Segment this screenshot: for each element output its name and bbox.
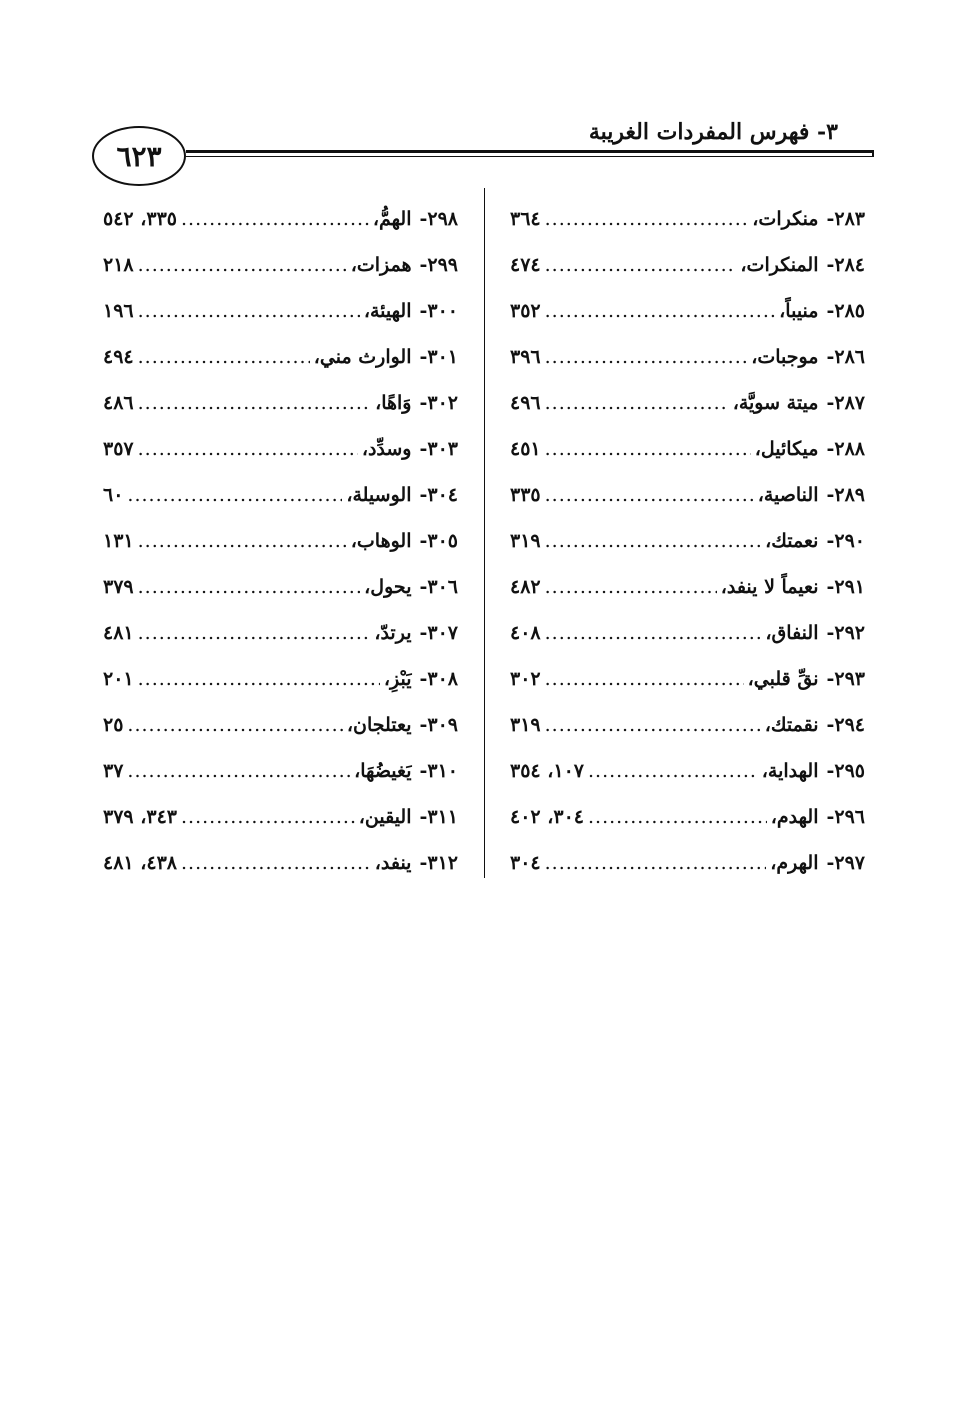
entry-leader-dots — [545, 840, 767, 886]
entry-dash: - — [419, 530, 428, 552]
entry-dash: - — [826, 530, 835, 552]
entry-pages: ٢٥ — [103, 714, 124, 736]
entry-pages: ٣٠٤، ٤٠٢ — [510, 806, 584, 828]
entry-pages: ٤٩٤ — [103, 346, 134, 368]
entry-pages: ٣١٩ — [510, 714, 541, 736]
entry-leader-dots — [545, 380, 729, 426]
entry-leader-dots — [545, 656, 744, 702]
entry-dash: - — [826, 714, 835, 736]
entry-leader-dots — [138, 656, 380, 702]
entry-leader-dots — [138, 426, 358, 472]
index-entry — [510, 702, 865, 748]
entry-leader-dots — [181, 840, 371, 886]
entry-leader-dots — [138, 610, 371, 656]
entry-pages: ٣٠٢ — [510, 668, 541, 690]
entry-number: ٢٩٦ — [834, 806, 865, 828]
entry-word: همزات، — [350, 254, 412, 276]
index-entry — [103, 472, 458, 518]
entry-number: ٢٨٩ — [834, 484, 865, 506]
entry-number: ٣٠٦ — [427, 576, 458, 598]
entry-leader-dots — [138, 380, 371, 426]
entry-word: ميكائيل، — [754, 438, 819, 460]
entry-dash: - — [826, 208, 835, 230]
index-entry — [510, 380, 865, 426]
entry-pages: ٤٨٦ — [103, 392, 134, 414]
entry-leader-dots — [127, 748, 350, 794]
entry-word: الهداية، — [761, 760, 819, 782]
entry-dash: - — [826, 438, 835, 460]
entry-number: ٢٨٧ — [834, 392, 865, 414]
index-entry — [510, 748, 865, 794]
entry-pages: ٤٠٨ — [510, 622, 541, 644]
header-rule-thin — [186, 156, 874, 157]
entry-number: ٣١٢ — [427, 852, 458, 874]
entry-word: الهرم، — [770, 852, 819, 874]
entry-number: ٢٨٥ — [834, 300, 865, 322]
entry-number: ٢٩٥ — [834, 760, 865, 782]
entry-pages: ١٩٦ — [103, 300, 134, 322]
entry-dash: - — [419, 852, 428, 874]
entry-number: ٣١١ — [427, 806, 458, 828]
entry-word: ميتة سويَّة، — [732, 392, 819, 414]
entry-word: الوهاب، — [350, 530, 412, 552]
entry-leader-dots — [545, 564, 717, 610]
index-entry — [103, 748, 458, 794]
entry-number: ٣١٠ — [427, 760, 458, 782]
entry-dash: - — [826, 484, 835, 506]
index-entry — [103, 518, 458, 564]
entry-word: الهيئة، — [363, 300, 412, 322]
entry-dash: - — [419, 392, 428, 414]
entry-leader-dots — [181, 196, 369, 242]
index-column-right — [510, 196, 865, 886]
entry-dash: - — [826, 346, 835, 368]
entry-word: الوسيلة، — [346, 484, 412, 506]
index-entry — [510, 656, 865, 702]
index-entry — [103, 840, 458, 886]
entry-dash: - — [419, 208, 428, 230]
entry-word: موجبات، — [751, 346, 819, 368]
entry-dash: - — [419, 484, 428, 506]
entry-number: ٢٩٩ — [427, 254, 458, 276]
entry-leader-dots — [545, 334, 748, 380]
entry-pages: ٣٣٥ — [510, 484, 541, 506]
entry-leader-dots — [545, 196, 749, 242]
entry-word: نعيماً لا ينفد، — [720, 576, 819, 598]
index-entry — [510, 564, 865, 610]
entry-dash: - — [419, 300, 428, 322]
index-entry — [103, 656, 458, 702]
entry-dash: - — [419, 254, 428, 276]
index-entry — [510, 334, 865, 380]
entry-word: وَاهًا، — [375, 392, 412, 414]
entry-leader-dots — [138, 288, 360, 334]
entry-number: ٣٠١ — [427, 346, 458, 368]
entry-leader-dots — [545, 288, 776, 334]
entry-word: اليقين، — [358, 806, 412, 828]
entry-leader-dots — [588, 748, 758, 794]
entry-number: ٢٩٨ — [427, 208, 458, 230]
entry-word: منكرات، — [752, 208, 819, 230]
index-entry — [103, 564, 458, 610]
entry-number: ٣٠٢ — [427, 392, 458, 414]
entry-dash: - — [826, 622, 835, 644]
entry-number: ٣٠٣ — [427, 438, 458, 460]
entry-word: يَغيضُهَا، — [354, 760, 412, 782]
page-number: ٦٢٣ — [92, 126, 186, 186]
entry-pages: ٤٥١ — [510, 438, 541, 460]
entry-dash: - — [419, 760, 428, 782]
entry-pages: ٤٨٢ — [510, 576, 541, 598]
entry-number: ٣٠٠ — [427, 300, 458, 322]
entry-word: يرتدّ، — [374, 622, 412, 644]
entry-word: الوارث مني، — [313, 346, 412, 368]
header-rule-thick — [186, 150, 874, 153]
entry-dash: - — [419, 806, 428, 828]
entry-word: الهمُّ، — [372, 208, 412, 230]
entry-dash: - — [419, 622, 428, 644]
entry-pages: ١٣١ — [103, 530, 134, 552]
index-entry — [510, 518, 865, 564]
index-entry — [510, 196, 865, 242]
entry-leader-dots — [138, 242, 347, 288]
entry-pages: ٦٠ — [103, 484, 124, 506]
entry-pages: ٣١٩ — [510, 530, 541, 552]
entry-leader-dots — [545, 472, 754, 518]
entry-dash: - — [826, 668, 835, 690]
entry-number: ٢٨٣ — [834, 208, 865, 230]
entry-pages: ٣٤٣، ٣٧٩ — [103, 806, 177, 828]
entry-pages: ٤٧٤ — [510, 254, 541, 276]
entry-leader-dots — [127, 472, 342, 518]
entry-number: ٢٩٠ — [834, 530, 865, 552]
entry-number: ٢٨٤ — [834, 254, 865, 276]
entry-leader-dots — [588, 794, 767, 840]
entry-word: يعتلجان، — [346, 714, 412, 736]
entry-pages: ٢٠١ — [103, 668, 134, 690]
entry-leader-dots — [545, 702, 761, 748]
index-entry — [103, 196, 458, 242]
index-column-left — [103, 196, 458, 886]
index-entry — [510, 610, 865, 656]
entry-leader-dots — [545, 610, 762, 656]
entry-pages: ٣٥٢ — [510, 300, 541, 322]
index-entry — [510, 288, 865, 334]
index-entry — [510, 472, 865, 518]
index-entry — [103, 702, 458, 748]
entry-number: ٢٩٤ — [834, 714, 865, 736]
entry-word: وسدِّد، — [361, 438, 412, 460]
entry-number: ٣٠٧ — [427, 622, 458, 644]
entry-pages: ١٠٧، ٣٥٤ — [510, 760, 584, 782]
index-entry — [103, 610, 458, 656]
entry-dash: - — [419, 346, 428, 368]
index-entry — [510, 242, 865, 288]
entry-pages: ٣٦٤ — [510, 208, 541, 230]
entry-leader-dots — [545, 242, 737, 288]
entry-number: ٢٩٣ — [834, 668, 865, 690]
entry-pages: ٣٧ — [103, 760, 124, 782]
index-entry — [510, 794, 865, 840]
entry-word: النفاق، — [765, 622, 819, 644]
header-rule-cap — [872, 150, 874, 157]
entry-word: نقمتك، — [764, 714, 819, 736]
entry-number: ٢٩٧ — [834, 852, 865, 874]
index-entry — [103, 380, 458, 426]
entry-word: الناصية، — [757, 484, 819, 506]
entry-pages: ٤٣٨، ٤٨١ — [103, 852, 177, 874]
entry-pages: ٣٣٥، ٥٤٢ — [103, 208, 177, 230]
index-entry — [103, 288, 458, 334]
entry-pages: ٤٨١ — [103, 622, 134, 644]
entry-word: منيباً، — [779, 300, 819, 322]
entry-number: ٢٩٢ — [834, 622, 865, 644]
entry-dash: - — [826, 852, 835, 874]
entry-leader-dots — [181, 794, 355, 840]
entry-pages: ٣٠٤ — [510, 852, 541, 874]
entry-leader-dots — [138, 518, 347, 564]
entry-dash: - — [826, 576, 835, 598]
index-entry — [103, 334, 458, 380]
entry-leader-dots — [127, 702, 342, 748]
entry-dash: - — [419, 714, 428, 736]
entry-dash: - — [826, 392, 835, 414]
entry-pages: ٤٩٦ — [510, 392, 541, 414]
entry-word: يحول، — [364, 576, 412, 598]
entry-number: ٢٨٦ — [834, 346, 865, 368]
entry-pages: ٣٧٩ — [103, 576, 134, 598]
entry-pages: ٣٥٧ — [103, 438, 134, 460]
entry-dash: - — [419, 576, 428, 598]
entry-dash: - — [826, 806, 835, 828]
index-entry — [510, 426, 865, 472]
index-entry — [103, 794, 458, 840]
entry-number: ٣٠٨ — [427, 668, 458, 690]
entry-dash: - — [419, 438, 428, 460]
entry-number: ٣٠٥ — [427, 530, 458, 552]
entry-leader-dots — [545, 426, 751, 472]
entry-pages: ٢١٨ — [103, 254, 134, 276]
entry-dash: - — [826, 254, 835, 276]
index-entry — [103, 426, 458, 472]
entry-dash: - — [826, 300, 835, 322]
entry-number: ٣٠٩ — [427, 714, 458, 736]
entry-word: يَبْزِ، — [383, 668, 412, 690]
entry-leader-dots — [545, 518, 762, 564]
entry-number: ٢٨٨ — [834, 438, 865, 460]
entry-pages: ٣٩٦ — [510, 346, 541, 368]
entry-word: المنكرات، — [740, 254, 819, 276]
entry-number: ٣٠٤ — [427, 484, 458, 506]
header-title: ٣- فهرس المفردات الغريبة — [588, 119, 838, 145]
entry-number: ٢٩١ — [834, 576, 865, 598]
entry-word: الهدم، — [770, 806, 819, 828]
entry-dash: - — [826, 760, 835, 782]
column-divider — [484, 188, 485, 878]
entry-word: نقِّ قلبي، — [747, 668, 819, 690]
entry-dash: - — [419, 668, 428, 690]
entry-word: ينفد، — [374, 852, 412, 874]
index-entry — [103, 242, 458, 288]
index-entry — [510, 840, 865, 886]
entry-leader-dots — [138, 564, 361, 610]
entry-leader-dots — [138, 334, 310, 380]
entry-word: نعمتك، — [765, 530, 819, 552]
